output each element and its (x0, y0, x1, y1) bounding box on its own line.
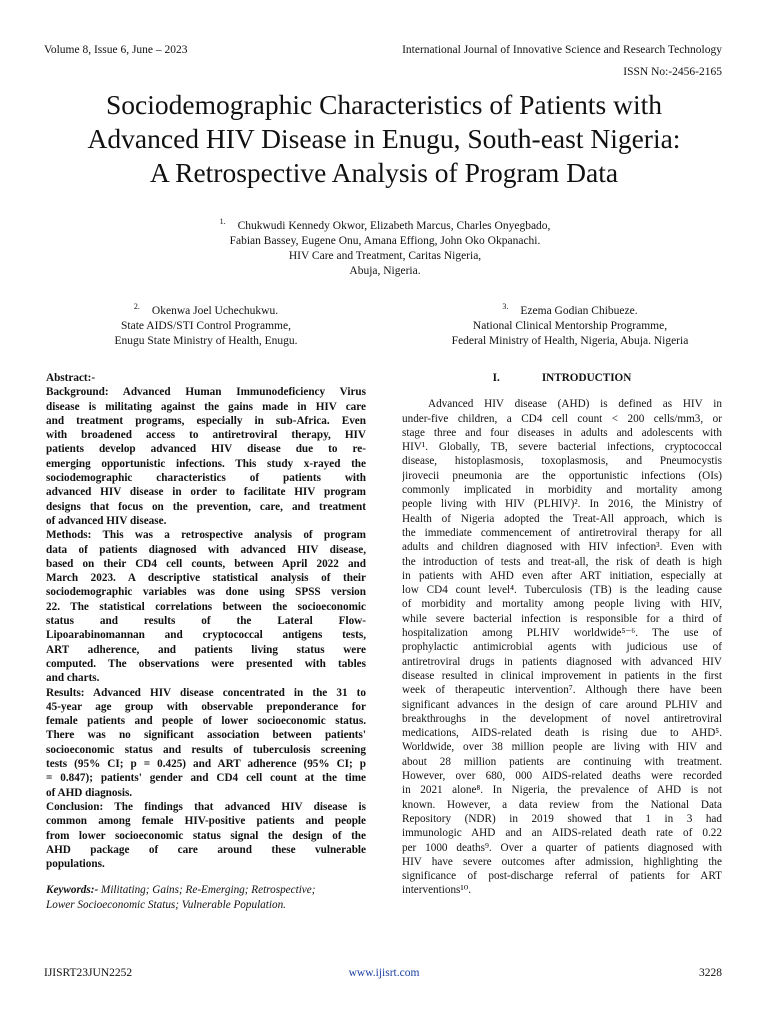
title-line: A Retrospective Analysis of Program Data (149, 157, 619, 188)
introduction-line: under-five children, a CD4 cell count < 200 cells/mm3, or (402, 412, 722, 425)
page-number: 3228 (699, 967, 722, 979)
abstract-line: designs that focus on the prevention, care, and treatment (46, 500, 366, 513)
author-name: Ezema Godian Chibueze. (520, 304, 638, 317)
affiliation-number: 1. (219, 217, 226, 226)
abstract-line: Methods: This was a retrospective analysis of program (46, 529, 366, 542)
title-line: Advanced HIV Disease in Enugu, South-east Nigeria: (87, 123, 681, 154)
introduction-line: in patients with AHD even after ART initiation, especially at (402, 569, 722, 582)
abstract-line: socioeconomic status and results of tuberculosis screening (46, 743, 366, 756)
institution: National Clinical Mentorship Programme, (472, 319, 668, 332)
introduction-line: per 1000 deaths⁹. Over a quarter of patients diagnosed with (402, 841, 722, 854)
abstract-line: March 2023. A descriptive statistical analysis of their (46, 572, 366, 585)
introduction-line: commonly implicated in morbidity and mortality among (402, 484, 722, 497)
affiliation-2 (56, 299, 356, 349)
abstract-line: AHD package of care around these vulnerable (46, 843, 366, 856)
abstract-line: of AHD diagnosis. (46, 786, 133, 799)
location: Abuja, Nigeria. (349, 264, 421, 277)
abstract-line: computed. The observations were presented with tables (46, 657, 366, 670)
introduction-line: Advanced HIV disease (AHD) is defined as HIV in (428, 398, 722, 411)
introduction-line: known. However, a data review from the National Data (402, 798, 722, 811)
introduction-line: disease resulted in clinical improvement in patients in the first (402, 669, 722, 682)
introduction-line: immunologic AHD and an AIDS-related death rate of 0.22 (402, 827, 722, 840)
abstract-line: Results: Advanced HIV disease concentrated in the 31 to (46, 686, 366, 699)
abstract-line: populations. (46, 858, 105, 871)
keywords-text: Lower Socioeconomic Status; Vulnerable Population. (46, 898, 286, 911)
author-list: Chukwudi Kennedy Okwor, Elizabeth Marcus, Charles Onyegbado, (237, 219, 551, 232)
abstract-line: ART adherence, and patients living status were (46, 643, 366, 656)
abstract-line: and treatment programs, especially in sub-Africa. Even (46, 414, 366, 427)
introduction-line: week of therapeutic intervention⁷. Although there have been (402, 684, 722, 697)
introduction-line: hospitalization among PLHIV worldwide⁵⁻⁶. The use of (402, 627, 722, 640)
issn-label: ISSN No:-2456-2165 (623, 66, 722, 78)
abstract-body (46, 371, 366, 871)
abstract-line: emerging opportunistic infections. This study x-rayed the (46, 457, 366, 470)
introduction-line: Worldwide, over 38 million people are living with HIV and (402, 741, 722, 754)
abstract-line: Lipoarabinomannan and cryptococcal antigens tests, (46, 629, 366, 642)
abstract-line: with broadened access to antiretroviral therapy, HIV (46, 429, 366, 442)
introduction-body (402, 397, 722, 897)
section-number: I. (492, 372, 500, 384)
introduction-line: the introduction of tests and treat-all, the risk of death is high (402, 555, 722, 568)
introduction-line: medications, AIDS-related death is rising due to AHD⁵. (402, 727, 722, 740)
abstract-line: status and results of the Lateral Flow- (46, 615, 366, 628)
author-name: Okenwa Joel Uchechukwu. (151, 304, 279, 317)
introduction-line: prophylactic antimicrobial agents with judicious use of (402, 641, 722, 654)
introduction-line: significance of post-discharge referral of patients for ART (402, 870, 722, 883)
institution: State AIDS/STI Control Programme, (121, 319, 291, 332)
affiliation-1 (190, 214, 580, 279)
keywords-text: Militating; Gains; Re-Emerging; Retrospective; (101, 884, 316, 897)
affiliation-number: 2. (133, 302, 140, 311)
institution: HIV Care and Treatment, Caritas Nigeria, (288, 249, 482, 262)
introduction-line: breakthroughs in the development of novel antiretroviral (402, 712, 722, 725)
abstract-line: patients develop advanced HIV disease due to re- (46, 443, 366, 456)
paper-title (30, 88, 738, 190)
introduction-line: disease, histoplasmosis, toxoplasmosis, and Pneumocystis (402, 455, 722, 468)
introduction-line: HIV¹. Globally, TB, severe bacterial infections, cryptococcal (402, 441, 722, 454)
journal-website-link[interactable]: www.ijisrt.com (348, 967, 420, 979)
abstract-line: Conclusion: The findings that advanced HIV disease is (46, 800, 366, 813)
introduction-line: significant advances in the design of care around PLHIV and (402, 698, 722, 711)
abstract-line: Background: Advanced Human Immunodeficiency Virus (46, 386, 366, 399)
institution: Enugu State Ministry of Health, Enugu. (114, 334, 298, 347)
introduction-line: interventions¹⁰. (402, 884, 472, 897)
introduction-line: jirovecii pneumonia are the opportunistic infections (OIs) (402, 469, 722, 482)
introduction-line: the immediate commencement of antiretroviral therapy for all (402, 526, 722, 539)
abstract-line: sociodemographic characteristics of patients with (46, 472, 366, 485)
introduction-line: low CD4 count level⁴. Tuberculosis (TB) is the leading cause (402, 584, 722, 597)
introduction-line: while severe bacterial infection is responsible for a third of (402, 612, 722, 625)
keywords (46, 883, 366, 912)
abstract-line: female patients and people of lower socioeconomic status. (46, 715, 366, 728)
abstract-line: of advanced HIV disease. (46, 514, 167, 527)
section-heading (402, 371, 722, 385)
introduction-line: HIV have severe outcomes after admission, highlighting the (402, 855, 722, 868)
affiliation-3 (420, 299, 720, 349)
abstract-column (46, 371, 366, 912)
abstract-line: There was no significant association between patients' (46, 729, 366, 742)
title-line: Sociodemographic Characteristics of Patients with (106, 89, 662, 120)
journal-name-header: International Journal of Innovative Science and Research Technology (402, 44, 722, 56)
introduction-line: in 2021 alone⁸. In Nigeria, the prevalence of AHD is not (402, 784, 722, 797)
introduction-line: about 28 million patients are continuing with treatment. (402, 755, 722, 768)
abstract-line: common among female HIV-positive patients and people (46, 815, 366, 828)
abstract-line: = 0.847); patients' gender and CD4 cell count at the time (46, 772, 366, 785)
journal-volume-header: Volume 8, Issue 6, June – 2023 (44, 44, 188, 56)
affiliation-number: 3. (502, 302, 509, 311)
abstract-line: from lower socioeconomic status signal the design of the (46, 829, 366, 842)
author-list: Fabian Bassey, Eugene Onu, Amana Effiong, John Oko Okpanachi. (229, 234, 541, 247)
section-title: INTRODUCTION (541, 372, 632, 384)
abstract-line: based on their CD4 cell counts, between April 2022 and (46, 557, 366, 570)
abstract-line: and charts. (46, 672, 100, 685)
abstract-line: tests (95% CI; p = 0.425) and ART adherence (95% CI; p (46, 758, 366, 771)
abstract-line: disease is militating against the gains made in HIV care (46, 400, 366, 413)
introduction-column (402, 371, 722, 898)
introduction-line: stage three and four diseases in adults and adolescents with (402, 426, 722, 439)
paper-id-footer: IJISRT23JUN2252 (44, 967, 133, 979)
abstract-line: Abstract:- (46, 372, 96, 384)
institution: Federal Ministry of Health, Nigeria, Abuja. Nigeria (451, 334, 689, 347)
keywords-label: Keywords:- (46, 884, 99, 897)
introduction-line: However, over 680, 000 AIDS-related deaths were recorded (402, 770, 722, 783)
abstract-line: 45-year age group with observable preponderance for (46, 700, 366, 713)
introduction-line: of morbidity and mortality among people living with HIV, (402, 598, 722, 611)
introduction-line: people living with HIV (PLHIV)². In 2016, the Ministry of (402, 498, 722, 511)
abstract-line: 22. The statistical correlations between the socioeconomic (46, 600, 366, 613)
introduction-line: antiretroviral drugs in patients diagnosed with advanced HIV (402, 655, 722, 668)
introduction-line: Repository (NDR) in 2019 showed that 1 in 3 had (402, 812, 722, 825)
introduction-line: adults and children diagnosed with HIV infection³. Even with (402, 541, 722, 554)
introduction-line: Health of Nigeria adopted the Treat-All approach, which is (402, 512, 722, 525)
abstract-line: advanced HIV disease in order to facilitate HIV program (46, 486, 366, 499)
abstract-line: sociodemographic variables was done using SPSS version (46, 586, 366, 599)
abstract-line: data of patients diagnosed with advanced HIV disease, (46, 543, 366, 556)
